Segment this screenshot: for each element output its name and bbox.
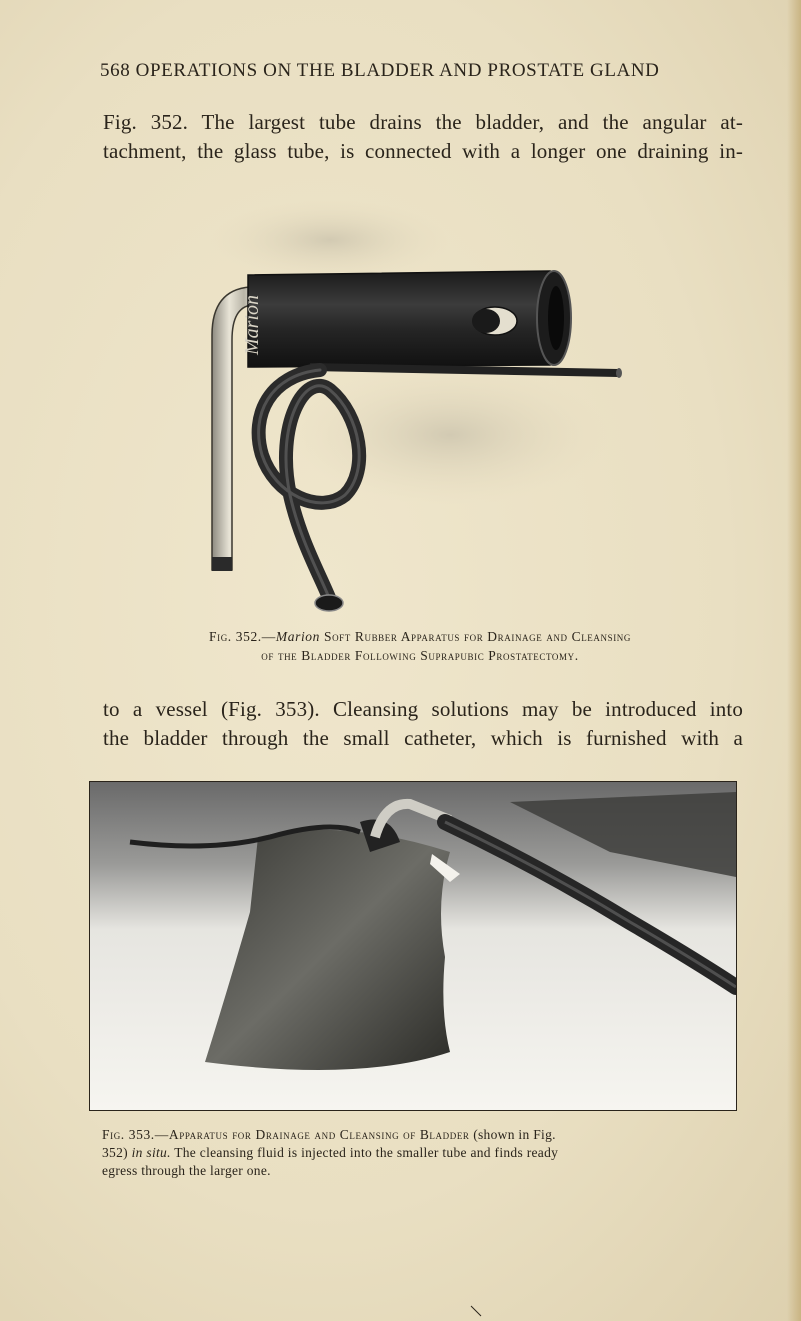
page-number: 568 xyxy=(100,60,131,81)
figure-353-caption-line-2 xyxy=(102,1144,742,1162)
paragraph-middle-line-1: to a vessel (Fig. 353). Cleansing solutions may be introduced into xyxy=(103,697,743,721)
shadow-middle xyxy=(290,365,610,505)
paragraph-top xyxy=(103,108,743,166)
caption2-title: —Apparatus for Drainage and Cleansing of Bladder xyxy=(154,1127,470,1142)
figure-352-illustration xyxy=(190,195,630,615)
figure-353-photo xyxy=(89,781,737,1111)
figure-352-caption xyxy=(100,627,740,665)
figure-353-caption xyxy=(102,1126,742,1180)
shadow-top xyxy=(210,200,450,280)
figure-353-illustration xyxy=(90,782,736,1110)
caption-fig-number: Fig. 352. xyxy=(209,629,262,644)
figure-353-caption-line-3: egress through the larger one. xyxy=(102,1163,271,1178)
tube-label: Marion xyxy=(241,295,263,355)
glass-tube-end xyxy=(212,557,232,571)
figure-352-caption-line-2: of the Bladder Following Suprapubic Prostatectomy. xyxy=(261,648,579,663)
large-drainage-tube xyxy=(248,271,570,367)
small-catheter xyxy=(310,367,618,373)
caption-title-line-1: Soft Rubber Apparatus for Drainage and Cleansing xyxy=(320,629,631,644)
caption2-shown: (shown in Fig. xyxy=(469,1127,556,1142)
caption2-ref-number: 352) xyxy=(102,1145,132,1160)
catheter-tip xyxy=(616,368,622,378)
caption2-fig-number: Fig. 353. xyxy=(102,1127,155,1142)
page-edge-shadow xyxy=(787,0,801,1321)
paragraph-top-line-1: Fig. 352. The largest tube drains the bladder, and the angular at- xyxy=(103,110,743,134)
stray-ink-mark xyxy=(470,1305,482,1317)
figure-352-caption-line-1 xyxy=(100,627,740,646)
chapter-title-text: OPERATIONS ON THE BLADDER AND PROSTATE GLAND xyxy=(135,60,660,81)
tubing-end xyxy=(315,595,343,611)
paragraph-middle xyxy=(103,695,743,753)
running-head xyxy=(100,60,720,82)
caption2-description: The cleansing fluid is injected into the smaller tube and finds ready xyxy=(170,1145,559,1160)
figure-353-caption-line-1 xyxy=(102,1126,742,1144)
paragraph-middle-line-2: the bladder through the small catheter, which is furnished with a xyxy=(103,726,743,750)
paragraph-top-line-2: tachment, the glass tube, is connected with a longer one draining in- xyxy=(103,139,743,163)
caption-eponym: Marion xyxy=(275,629,320,644)
tube-opening-inner xyxy=(548,286,564,350)
caption2-in-situ: in situ. xyxy=(131,1145,171,1160)
caption-dash: — xyxy=(261,629,276,644)
side-eyelet-shadow xyxy=(472,309,500,333)
